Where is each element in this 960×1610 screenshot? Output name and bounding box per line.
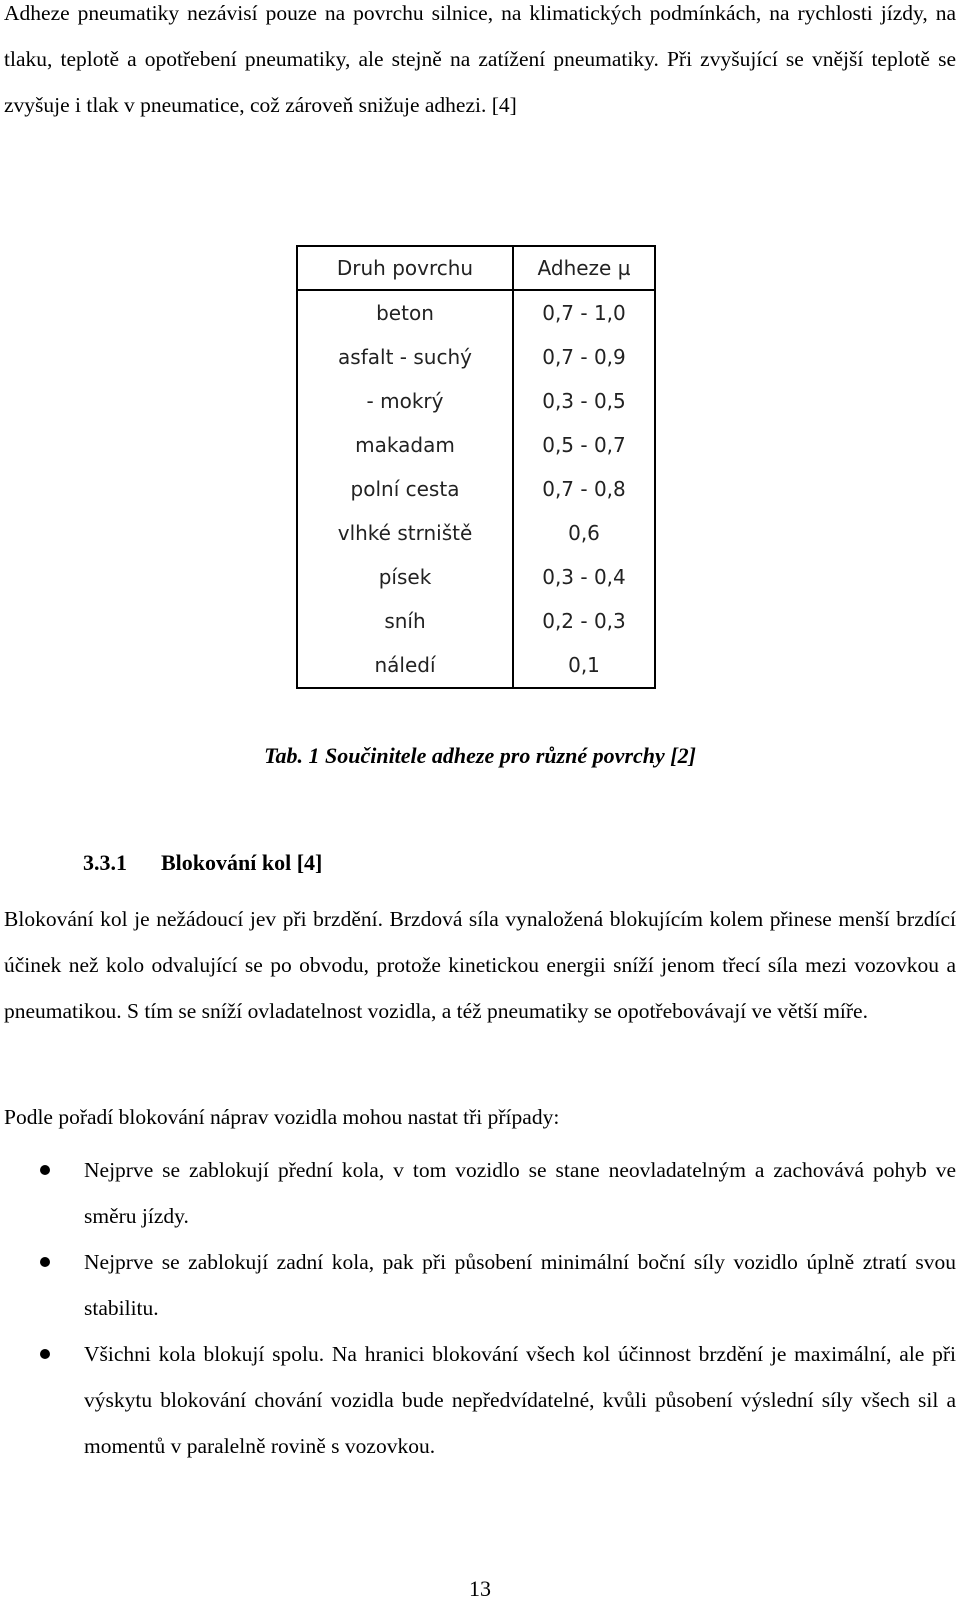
list-item xyxy=(0,1147,956,1239)
table-cell-surface: náledí xyxy=(297,643,513,688)
table-cell-adhesion: 0,3 - 0,4 xyxy=(513,555,655,599)
intro-paragraph: Adheze pneumatiky nezávisí pouze na povrchu silnice, na klimatických podmínkách, na rychlosti jízdy, na tlaku, teplotě a opotřebení pneumatiky, ale stejně na zatížení pneumatiky. Při zvyšující se vnější teplotě se zvyšuje i tlak v pneumatice, což zároveň snižuje adhezi. [4] xyxy=(4,1,956,117)
table-cell-surface: vlhké strniště xyxy=(297,511,513,555)
table-cell-adhesion: 0,3 - 0,5 xyxy=(513,379,655,423)
table-cell-adhesion: 0,5 - 0,7 xyxy=(513,423,655,467)
table-cell-surface: makadam xyxy=(297,423,513,467)
table-cell-adhesion: 0,7 - 0,9 xyxy=(513,335,655,379)
table-cell-surface: - mokrý xyxy=(297,379,513,423)
table-cell-adhesion: 0,7 - 1,0 xyxy=(513,290,655,335)
list-item xyxy=(0,1331,956,1469)
table-cell-adhesion: 0,7 - 0,8 xyxy=(513,467,655,511)
table-cell-surface: beton xyxy=(297,290,513,335)
body-paragraph: Podle pořadí blokování náprav vozidla mohou nastat tři případy: xyxy=(4,1105,560,1129)
section-heading xyxy=(83,848,322,878)
table-row xyxy=(297,423,655,467)
table-row xyxy=(297,599,655,643)
table-cell-surface: asfalt - suchý xyxy=(297,335,513,379)
list-item-text: Nejprve se zablokují zadní kola, pak při působení minimální boční síly vozidlo úplně ztratí svou stabilitu. xyxy=(84,1250,956,1320)
table-row xyxy=(297,643,655,688)
adhesion-table xyxy=(296,245,656,689)
list-item-text: Všichni kola blokují spolu. Na hranici blokování všech kol účinnost brzdění je maximální, ale při výskytu blokování chování vozidla bude nepředvídatelné, kvůli působení výslední síly všech sil a momentů v paralelně rovině s vozovkou. xyxy=(84,1342,956,1458)
bullet-list xyxy=(0,1147,956,1469)
body-paragraph: Blokování kol je nežádoucí jev při brzdění. Brzdová síla vynaložená blokujícím kolem přinese menší brzdící účinek než kolo odvalující se po obvodu, protože kinetickou energii sníží jenom třecí síla mezi vozovkou a pneumatikou. S tím se sníží ovladatelnost vozidla, a též pneumatiky se opotřebovávají ve větší míře. xyxy=(4,907,956,1023)
page-number: 13 xyxy=(469,1576,491,1601)
table-row xyxy=(297,511,655,555)
list-item xyxy=(0,1239,956,1331)
table-row xyxy=(297,467,655,511)
table-header-adhesion: Adheze µ xyxy=(513,246,655,290)
table-row xyxy=(297,335,655,379)
section-title: Blokování kol [4] xyxy=(161,850,323,875)
table-caption: Tab. 1 Součinitele adheze pro různé povrchy [2] xyxy=(264,743,696,768)
table-cell-adhesion: 0,2 - 0,3 xyxy=(513,599,655,643)
table-row xyxy=(297,379,655,423)
bullet-icon xyxy=(40,1165,50,1175)
table-cell-surface: sníh xyxy=(297,599,513,643)
bullet-icon xyxy=(40,1349,50,1359)
table-cell-adhesion: 0,1 xyxy=(513,643,655,688)
table-row xyxy=(297,290,655,335)
bullet-icon xyxy=(40,1257,50,1267)
table-cell-adhesion: 0,6 xyxy=(513,511,655,555)
table-row xyxy=(297,555,655,599)
section-number: 3.3.1 xyxy=(83,850,127,875)
table-cell-surface: písek xyxy=(297,555,513,599)
table-header-row xyxy=(297,246,655,290)
table-header-surface: Druh povrchu xyxy=(297,246,513,290)
list-item-text: Nejprve se zablokují přední kola, v tom vozidlo se stane neovladatelným a zachovává pohyb ve směru jízdy. xyxy=(84,1158,956,1228)
table-cell-surface: polní cesta xyxy=(297,467,513,511)
adhesion-table-wrap xyxy=(296,245,656,689)
